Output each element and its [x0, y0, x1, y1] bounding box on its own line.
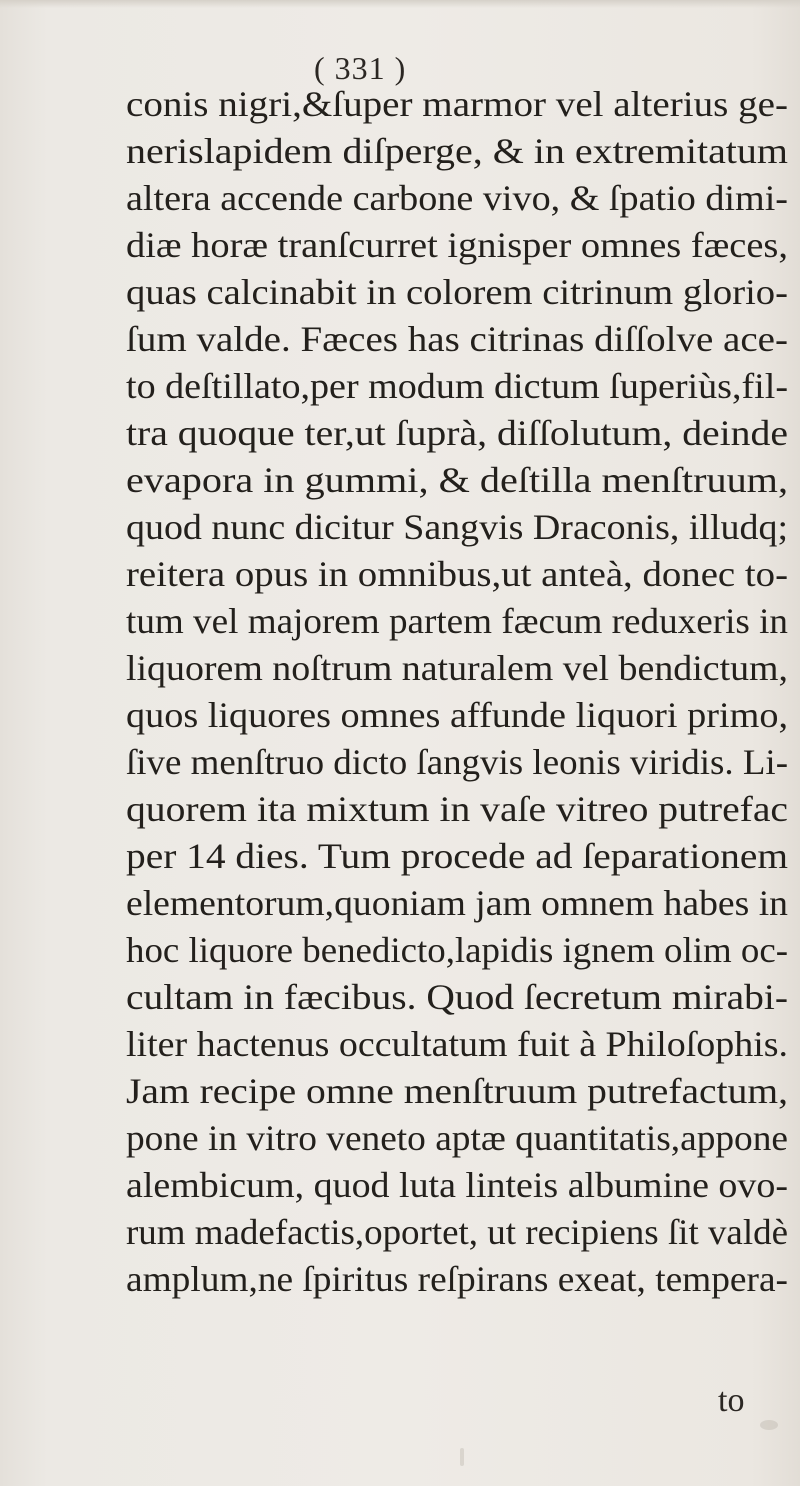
text-line: evapora in gummi, & deſtilla menſtruum, [126, 460, 788, 500]
text-line: ſive menſtruo dicto ſangvis leonis viridis. Li- [126, 742, 788, 782]
text-line: altera accende carbone vivo, & ſpatio dimi- [126, 178, 788, 218]
text-line: tra quoque ter,ut ſuprà, diſſolutum, deinde [126, 413, 788, 453]
text-line: ſum valde. Fæces has citrinas diſſolve ace- [126, 319, 788, 359]
text-line: elementorum,quoniam jam omnem habes in [126, 883, 788, 923]
text-line: amplum,ne ſpiritus reſpirans exeat, tempera- [126, 1259, 788, 1299]
text-line: tum vel majorem partem fæcum reduxeris in [126, 601, 788, 641]
page-number: ( 331 ) [314, 50, 407, 86]
text-line: quorem ita mixtum in vaſe vitreo putrefac [126, 789, 788, 829]
paper-stain [760, 1420, 778, 1430]
text-line: nerislapidem diſperge, & in extremitatum [126, 131, 788, 171]
text-line: diæ horæ tranſcurret ignisper omnes fæces, [126, 225, 788, 265]
text-line: rum madefactis,oportet, ut recipiens ſit valdè [126, 1212, 788, 1252]
text-line: pone in vitro veneto aptæ quantitatis,appone [126, 1118, 788, 1158]
text-line: alembicum, quod luta linteis albumine ovo- [126, 1165, 788, 1205]
text-line: quas calcinabit in colorem citrinum glorio- [126, 272, 788, 312]
text-line: reitera opus in omnibus,ut anteà, donec to- [126, 554, 788, 594]
text-line: liquorem noſtrum naturalem vel bendictum, [126, 648, 788, 688]
text-line: per 14 dies. Tum procede ad ſeparationem [126, 836, 788, 876]
paper-stain [460, 1448, 464, 1466]
catchword: to [718, 1382, 745, 1419]
page-top-edge [0, 0, 800, 8]
text-line: to deſtillato,per modum dictum ſuperiùs,fil- [126, 366, 788, 406]
text-line: quos liquores omnes affunde liquori primo, [126, 695, 788, 735]
text-line: quod nunc dicitur Sangvis Draconis, illudq; [126, 507, 788, 547]
text-line: Jam recipe omne menſtruum putrefactum, [126, 1071, 788, 1111]
text-line: hoc liquore benedicto,lapidis ignem olim oc- [126, 930, 788, 970]
text-line: conis nigri,&ſuper marmor vel alterius ge- [126, 84, 788, 124]
text-line: liter hactenus occultatum fuit à Philoſophis. [126, 1024, 788, 1064]
text-line: cultam in fæcibus. Quod ſecretum mirabi- [126, 977, 788, 1017]
